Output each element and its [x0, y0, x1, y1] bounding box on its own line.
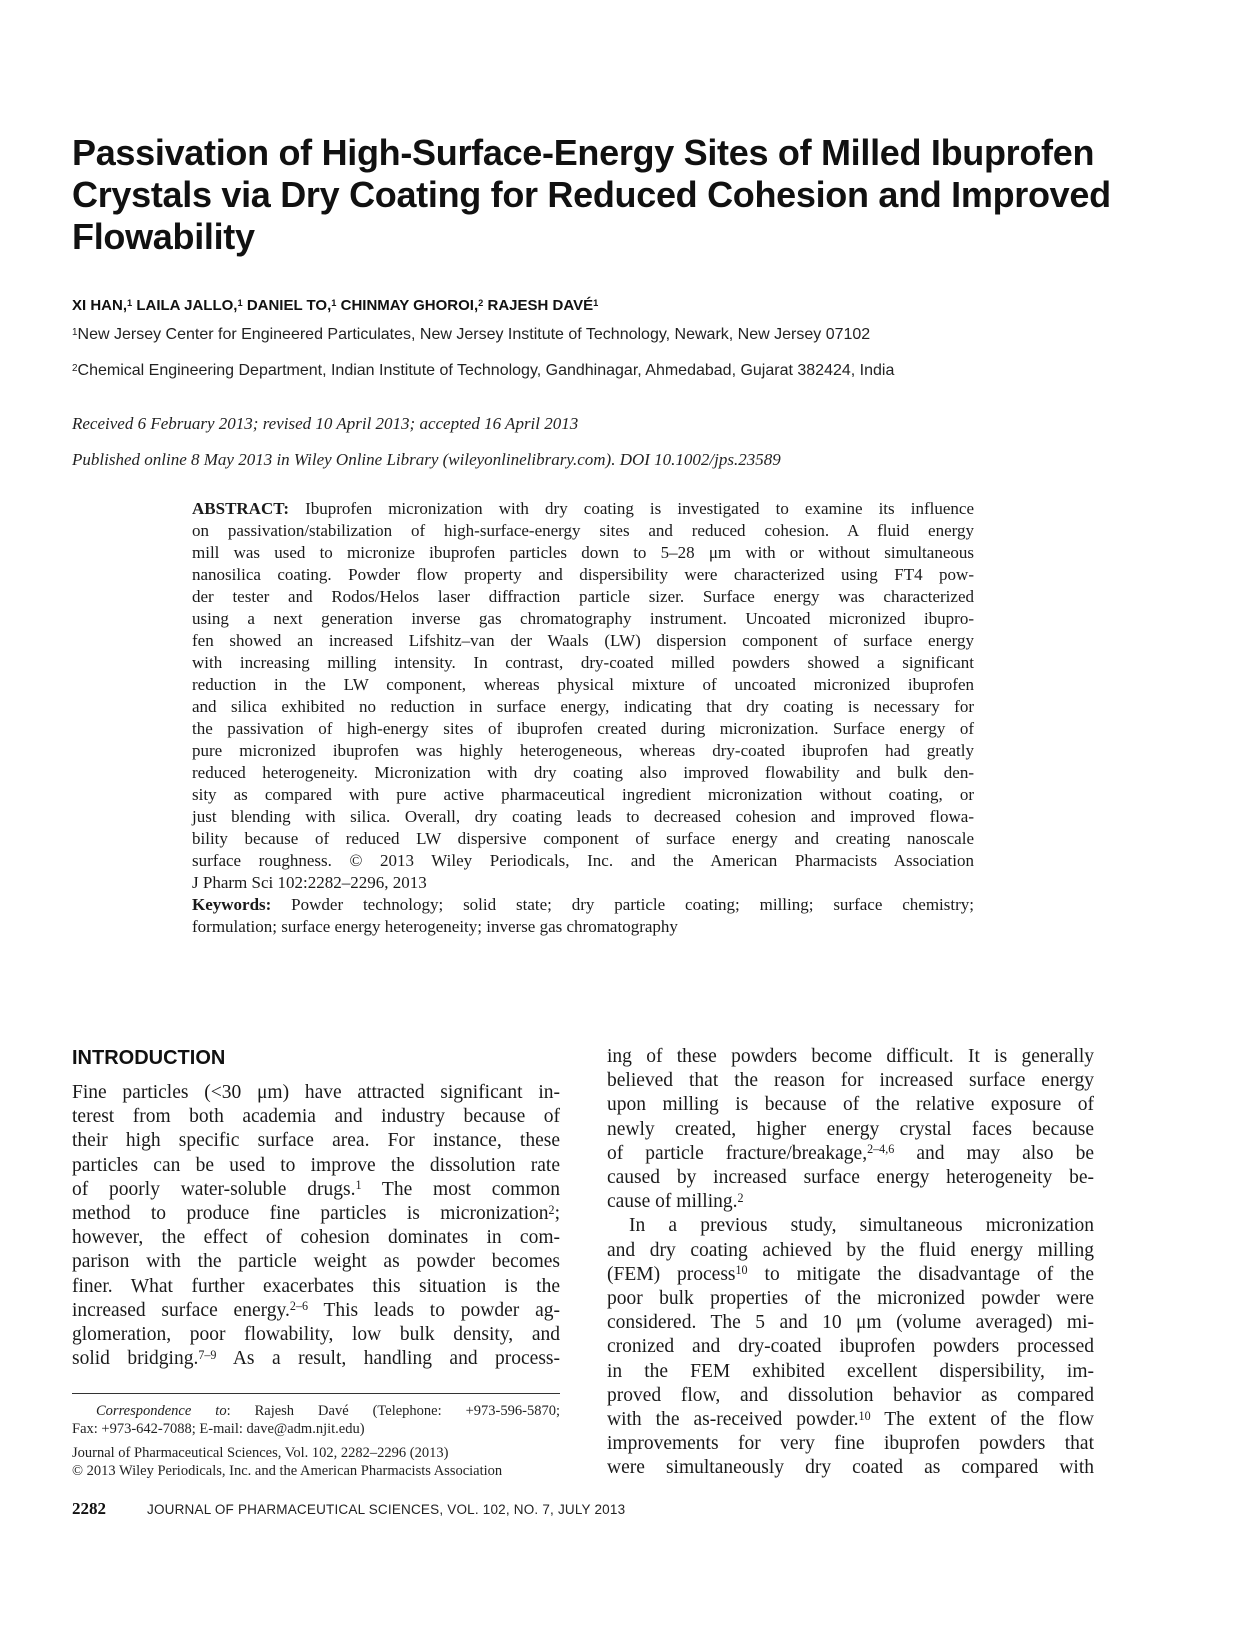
body-text-line: cronized and dry-coated ibuprofen powders processed	[607, 1336, 1094, 1358]
author-name: LAILA JALLO,	[136, 297, 238, 314]
body-text-line: terest from both academia and industry because of	[72, 1106, 560, 1128]
footnote-divider	[72, 1393, 560, 1394]
abstract-line: just blending with silica. Overall, dry coating leads to decreased cohesion and improved flowa-	[192, 807, 974, 826]
body-text-line: newly created, higher energy crystal faces because	[607, 1118, 1094, 1140]
citation-superscript: 2	[737, 1190, 744, 1205]
abstract-citation: J Pharm Sci 102:2282–2296, 2013	[192, 873, 427, 892]
keywords-line	[192, 894, 974, 916]
body-text-line: improvements for very fine ibuprofen powders that	[607, 1433, 1094, 1455]
abstract-line: sity as compared with pure active pharmaceutical ingredient micronization without coating, or	[192, 785, 974, 804]
abstract-line: mill was used to micronize ibuprofen particles down to 5–28 μm with or without simultaneous	[192, 543, 974, 562]
author-name: XI HAN,	[72, 297, 128, 314]
abstract-line: surface roughness. © 2013 Wiley Periodicals, Inc. and the American Pharmacists Association	[192, 851, 974, 870]
abstract-text: Ibuprofen micronization with dry coating is investigated to examine its influence	[288, 499, 974, 518]
body-text-line: In a previous study, simultaneous micronization	[629, 1215, 1094, 1237]
journal-footnote	[72, 1444, 560, 1480]
body-text-line: Fine particles (<30 μm) have attracted significant in-	[72, 1082, 560, 1103]
abstract-line: with increasing milling intensity. In contrast, dry-coated milled powders showed a significant	[192, 653, 974, 672]
citation-superscript: 1	[355, 1178, 362, 1193]
running-footer-journal: JOURNAL OF PHARMACEUTICAL SCIENCES, VOL. 102, NO. 7, JULY 2013	[147, 1502, 626, 1517]
citation-superscript: 2	[548, 1202, 555, 1217]
copyright-notice: © 2013 Wiley Periodicals, Inc. and the American Pharmacists Association	[72, 1463, 503, 1479]
body-column-right	[607, 1045, 1094, 1481]
abstract-line: reduced heterogeneity. Micronization with dry coating also improved flowability and bulk den-	[192, 763, 974, 782]
footnote-line	[72, 1402, 560, 1420]
body-text-line: upon milling is because of the relative exposure of	[607, 1094, 1094, 1116]
body-text-line: with the as-received powder.$^{10}$ The extent of the flow	[607, 1408, 1094, 1431]
affiliation-mark: 1	[72, 326, 78, 338]
abstract-line	[192, 498, 974, 520]
body-text-line: caused by increased surface energy heterogeneity be-	[607, 1167, 1094, 1189]
abstract-line: on passivation/stabilization of high-surface-energy sites and reduced cohesion. A fluid energy	[192, 521, 974, 540]
section-heading-introduction: INTRODUCTION	[72, 1047, 226, 1069]
keywords-label: Keywords:	[192, 895, 272, 914]
citation-superscript: 10	[858, 1408, 871, 1423]
title-line: Crystals via Dry Coating for Reduced Cohesion and Improved	[72, 174, 1111, 215]
affiliation-mark: 2	[72, 362, 78, 374]
author-name: CHINMAY GHOROI,	[340, 297, 479, 314]
body-text-line: of particle fracture/breakage,$^{2-4,6}$ and may also be	[607, 1142, 1094, 1164]
author-affiliation-mark: 2	[478, 297, 484, 308]
abstract	[192, 498, 974, 938]
body-text-line: proved flow, and dissolution behavior as compared	[607, 1384, 1094, 1406]
body-text-line: their high specific surface area. For instance, these	[72, 1130, 560, 1152]
author-affiliation-mark: 1	[593, 297, 599, 308]
abstract-line: the passivation of high-energy sites of ibuprofen created during micronization. Surface energy of	[192, 719, 974, 738]
body-text-line: however, the effect of cohesion dominates in com-	[72, 1227, 560, 1249]
author-affiliation-mark: 1	[331, 297, 337, 308]
body-text-line: and dry coating achieved by the fluid energy milling	[607, 1239, 1094, 1261]
citation-superscript: 2–6	[289, 1299, 308, 1314]
abstract-line: nanosilica coating. Powder flow property and dispersibility were characterized using FT4 pow-	[192, 565, 974, 584]
received-dates: Received 6 February 2013; revised 10 April 2013; accepted 16 April 2013	[72, 414, 579, 433]
body-column-left	[72, 1081, 560, 1371]
body-text-line: cause of milling.$^2$	[607, 1190, 744, 1213]
body-text-line: were simultaneously dry coated as compared with	[607, 1457, 1094, 1479]
abstract-line: der tester and Rodos/Helos laser diffraction particle sizer. Surface energy was characterized	[192, 587, 974, 606]
keywords-line: formulation; surface energy heterogeneity; inverse gas chromatography	[192, 917, 678, 936]
citation-superscript: 10	[735, 1263, 748, 1278]
author-name: RAJESH DAVÉ	[487, 297, 594, 314]
correspondence-label: Correspondence to	[96, 1403, 227, 1419]
body-text-line: believed that the reason for increased surface energy	[607, 1070, 1094, 1092]
affiliation-text: Chemical Engineering Department, Indian Institute of Technology, Gandhinagar, Ahmedabad, Gujarat 382424, India	[77, 362, 895, 379]
affiliation-text: New Jersey Center for Engineered Particulates, New Jersey Institute of Technology, Newark, New Jersey 07102	[77, 326, 871, 343]
body-text-line: particles can be used to improve the dissolution rate	[72, 1154, 560, 1176]
abstract-label: ABSTRACT:	[192, 499, 289, 518]
correspondence-footnote	[72, 1402, 560, 1438]
title-line: Flowability	[72, 216, 255, 257]
body-text-line: method to produce fine particles is micronization$^2$;	[72, 1202, 560, 1225]
body-text-line: ing of these powders become difficult. It is generally	[607, 1046, 1094, 1067]
journal-citation: Journal of Pharmaceutical Sciences, Vol. 102, 2282–2296 (2013)	[72, 1445, 449, 1461]
abstract-line: pure micronized ibuprofen was highly heterogeneous, whereas dry-coated ibuprofen had greatly	[192, 741, 974, 760]
body-text-line: (FEM) process$^{10}$ to mitigate the disadvantage of the	[607, 1263, 1094, 1285]
author-affiliation-mark: 1	[127, 297, 133, 308]
abstract-line: and silica exhibited no reduction in surface energy, indicating that dry coating is necessary for	[192, 697, 974, 716]
abstract-line: fen showed an increased Lifshitz–van der Waals (LW) dispersion component of surface energy	[192, 631, 974, 650]
publication-info: Published online 8 May 2013 in Wiley Online Library (wileyonlinelibrary.com). DOI 10.1002/jps.23589	[72, 450, 781, 469]
keywords-text: Powder technology; solid state; dry particle coating; milling; surface chemistry;	[271, 895, 974, 914]
body-text-line: increased surface energy.$^{2-6}$ This leads to powder ag-	[72, 1299, 560, 1321]
abstract-line: bility because of reduced LW dispersive component of surface energy and creating nanoscale	[192, 829, 974, 848]
body-text-line: in the FEM exhibited excellent dispersibility, im-	[607, 1360, 1094, 1382]
article-title	[72, 132, 1132, 258]
footnote-line: Fax: +973-642-7088; E-mail: dave@adm.njit.edu)	[72, 1421, 365, 1437]
correspondence-text: : Rajesh Davé (Telephone: +973-596-5870;	[226, 1403, 560, 1419]
title-line: Passivation of High-Surface-Energy Sites of Milled Ibuprofen	[72, 132, 1095, 173]
body-text-line: of poorly water-soluble drugs.$^1$ The most common	[72, 1178, 560, 1200]
page-number: 2282	[72, 1499, 106, 1518]
author-name: DANIEL TO,	[246, 297, 332, 314]
body-text-line: considered. The 5 and 10 μm (volume averaged) mi-	[607, 1312, 1094, 1334]
body-text-line: parison with the particle weight as powder becomes	[72, 1251, 560, 1273]
abstract-line: using a next generation inverse gas chromatography instrument. Uncoated micronized ibupro-	[192, 609, 974, 628]
body-text-line: glomeration, poor flowability, low bulk density, and	[72, 1324, 560, 1346]
body-text-line: solid bridging.$^{7-9}$ As a result, handling and process-	[72, 1347, 560, 1370]
citation-superscript: 7–9	[198, 1347, 217, 1362]
affiliation-2	[72, 362, 894, 380]
citation-superscript: 2–4,6	[867, 1142, 895, 1157]
body-text-line: poor bulk properties of the micronized powder were	[607, 1288, 1094, 1310]
author-affiliation-mark: 1	[237, 297, 243, 308]
abstract-line: reduction in the LW component, whereas physical mixture of uncoated micronized ibuprofen	[192, 675, 974, 694]
author-list	[72, 297, 598, 314]
affiliation-1	[72, 326, 870, 344]
body-text-line: finer. What further exacerbates this situation is the	[72, 1275, 560, 1297]
